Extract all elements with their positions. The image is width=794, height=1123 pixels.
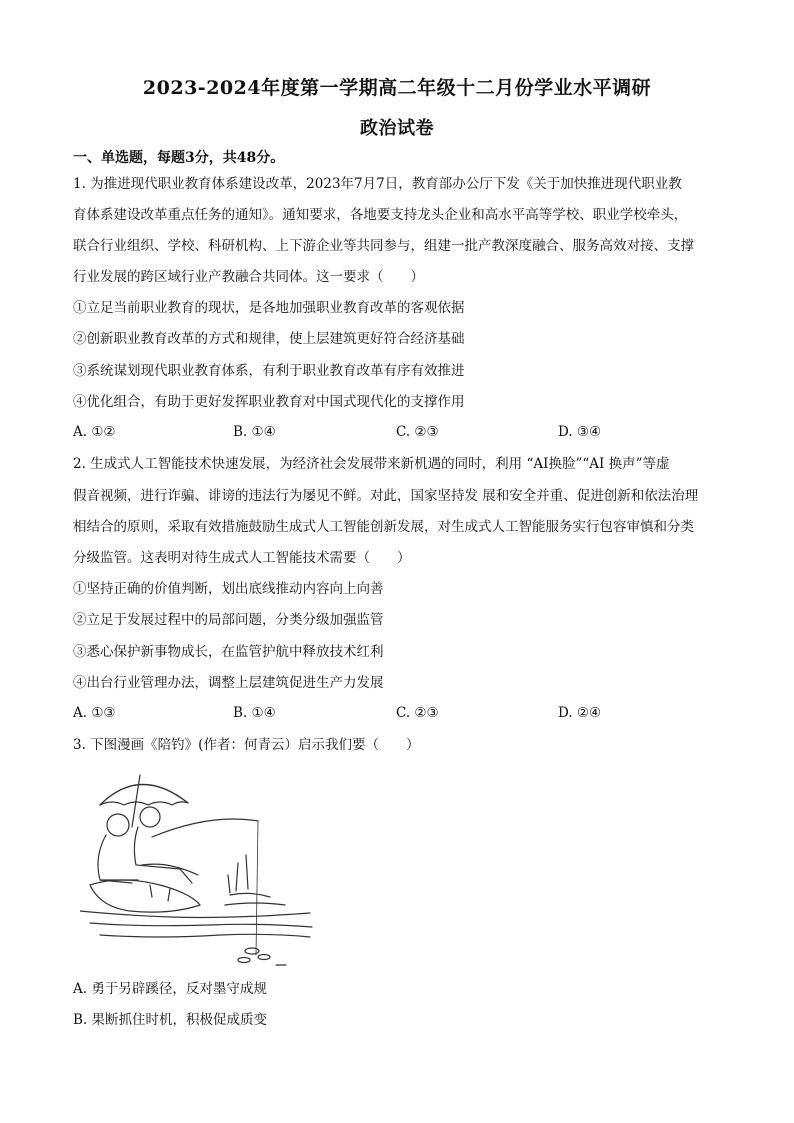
question-stem-line: 1. 为推进现代职业教育体系建设改革，2023年7月7日，教育部办公厅下发《关于加快推进现代职业教 xyxy=(73,176,682,192)
section-heading: 一、单选题，每题3分，共48分。 xyxy=(73,150,285,166)
question-stem-line: 联合行业组织、学校、科研机构、上下游企业等共同参与，组建一批产教深度融合、服务高效对接、支撑 xyxy=(73,238,694,254)
question-stem-line: 3. 下图漫画《陪钓》(作者：何青云）启示我们要（ ） xyxy=(73,737,420,753)
option-b[interactable]: B. ①④ xyxy=(233,705,276,721)
statement: ①坚持正确的价值判断，划出底线推动内容向上向善 xyxy=(73,581,384,597)
question-stem-line: 育体系建设改革重点任务的通知》。通知要求，各地要支持龙头企业和高水平高等学校、职业学校牵头， xyxy=(73,207,688,223)
question-stem-line: 假音视频，进行诈骗、诽谤的违法行为屡见不鲜。对此，国家坚持发 展和安全并重、促进创新和依法治理 xyxy=(73,488,699,504)
statement: ④优化组合，有助于更好发挥职业教育对中国式现代化的支撑作用 xyxy=(73,394,465,410)
option-d[interactable]: D. ③④ xyxy=(558,424,602,440)
fishing-cartoon-icon xyxy=(80,765,320,970)
statement: ③悉心保护新事物成长，在监管护航中释放技术红利 xyxy=(73,644,384,660)
question-stem-line: 2. 生成式人工智能技术快速发展，为经济社会发展带来新机遇的同时，利用 “AI换脸”“AI 换声”等虚 xyxy=(73,456,670,472)
option-a[interactable]: A. ①③ xyxy=(73,705,116,721)
question-stem-line: 分级监管。这表明对待生成式人工智能技术需要（ ） xyxy=(73,550,411,566)
option-c[interactable]: C. ②③ xyxy=(396,424,439,440)
statement: ②创新职业教育改革的方式和规律，使上层建筑更好符合经济基础 xyxy=(73,331,465,347)
question-stem-line: 行业发展的跨区域行业产教融合共同体。这一要求（ ） xyxy=(73,269,424,285)
option-d[interactable]: D. ②④ xyxy=(558,705,602,721)
exam-title: 2023-2024年度第一学期高二年级十二月份学业水平调研 xyxy=(142,77,652,99)
statement: ①立足当前职业教育的现状，是各地加强职业教育改革的客观依据 xyxy=(73,300,465,316)
statement: ④出台行业管理办法，调整上层建筑促进生产力发展 xyxy=(73,675,384,691)
option-a[interactable]: A. 勇于另辟蹊径，反对墨守成规 xyxy=(73,981,267,997)
question-stem-line: 相结合的原则，采取有效措施鼓励生成式人工智能创新发展，对生成式人工智能服务实行包容审慎和分类 xyxy=(73,519,694,535)
option-a[interactable]: A. ①② xyxy=(73,424,116,440)
option-b[interactable]: B. 果断抓住时机，积极促成质变 xyxy=(73,1012,268,1028)
option-c[interactable]: C. ②③ xyxy=(396,705,439,721)
statement: ③系统谋划现代职业教育体系，有利于职业教育改革有序有效推进 xyxy=(73,363,465,379)
option-b[interactable]: B. ①④ xyxy=(233,424,276,440)
statement: ②立足于发展过程中的局部问题，分类分级加强监管 xyxy=(73,612,384,628)
exam-subject: 政治试卷 xyxy=(360,118,434,139)
